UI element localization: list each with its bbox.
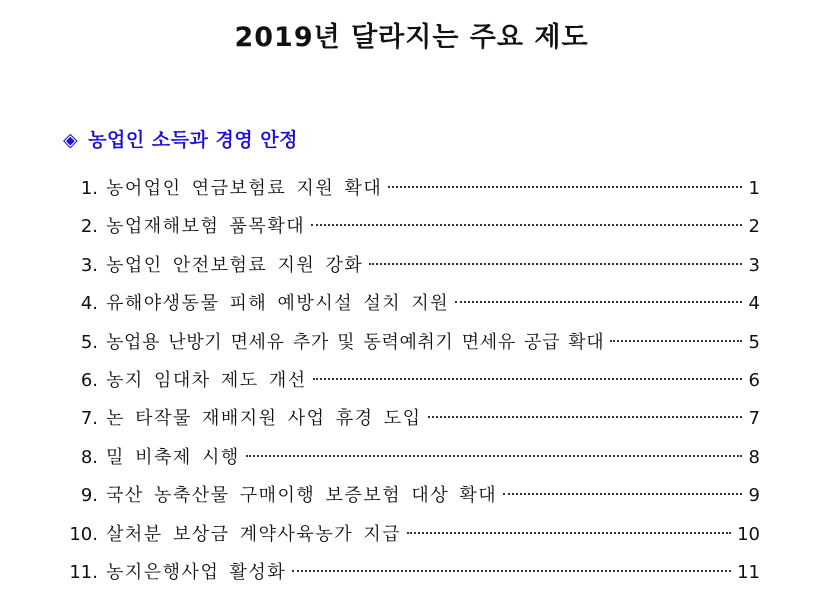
- section-heading: [63, 124, 298, 156]
- toc-item-number: 6.: [80, 369, 98, 391]
- dot-leader: [503, 493, 742, 495]
- toc-item-number: 9.: [80, 485, 98, 507]
- toc-item[interactable]: [60, 400, 760, 438]
- toc-item-label: 농어업인 연금보험료 지원 확대: [106, 178, 383, 199]
- toc-item-number: 10.: [69, 523, 98, 545]
- toc-item-page: 7: [748, 408, 760, 430]
- toc-item-label: 농지은행사업 활성화: [106, 561, 287, 583]
- toc-item-page: 5: [748, 331, 760, 353]
- toc-item-label: 농지 임대차 제도 개선: [106, 369, 307, 391]
- toc-item-page: 3: [748, 254, 760, 276]
- toc-item-number: 4.: [80, 293, 98, 315]
- toc-item[interactable]: [60, 516, 760, 554]
- toc-item-page: 8: [748, 446, 760, 468]
- dot-leader: [407, 532, 731, 534]
- toc-item-label: 농업인 안전보험료 지원 강화: [106, 254, 364, 276]
- toc-item-page: 11: [737, 561, 760, 583]
- dot-leader: [311, 224, 742, 226]
- toc-item-number: 1.: [80, 178, 98, 199]
- dot-leader: [369, 263, 742, 265]
- toc-item-label: 농업재해보험 품목확대: [106, 216, 306, 238]
- dot-leader: [388, 186, 742, 188]
- toc-item[interactable]: [60, 554, 760, 592]
- dot-leader: [455, 301, 742, 303]
- toc-item[interactable]: [60, 170, 760, 208]
- toc-item-number: 3.: [80, 254, 98, 276]
- toc-item-page: 6: [748, 369, 760, 391]
- toc-item-label: 밀 비축제 시행: [106, 446, 240, 468]
- toc-item[interactable]: [60, 285, 760, 323]
- dot-leader: [292, 570, 731, 572]
- dot-leader: [313, 378, 742, 380]
- dot-leader: [428, 416, 742, 418]
- dot-leader: [610, 340, 742, 342]
- toc-item-number: 5.: [80, 331, 98, 353]
- toc-item[interactable]: [60, 324, 760, 362]
- toc-item[interactable]: [60, 477, 760, 515]
- toc-item[interactable]: [60, 439, 760, 477]
- toc-item-page: 9: [748, 485, 760, 507]
- toc-item-page: 2: [748, 216, 760, 238]
- toc-item[interactable]: [60, 247, 760, 285]
- toc-item-number: 8.: [80, 446, 98, 468]
- dot-leader: [246, 455, 742, 457]
- table-of-contents: [60, 170, 760, 592]
- toc-item-label: 국산 농축산물 구매이행 보증보험 대상 확대: [106, 485, 498, 507]
- toc-item-page: 10: [737, 523, 760, 545]
- toc-item[interactable]: [60, 208, 760, 246]
- toc-item-label: 살처분 보상금 계약사육농가 지급: [106, 523, 402, 545]
- section-heading-text: 농업인 소득과 경영 안정: [88, 129, 299, 151]
- toc-item-label: 유해야생동물 피해 예방시설 설치 지원: [106, 293, 450, 315]
- toc-item-number: 2.: [80, 216, 98, 238]
- toc-item-number: 7.: [80, 408, 98, 430]
- toc-item-number: 11.: [69, 561, 98, 583]
- diamond-bullet-icon: ◈: [63, 129, 79, 151]
- page-title: 2019년 달라지는 주요 제도: [234, 22, 589, 53]
- toc-item-label: 논 타작물 재배지원 사업 휴경 도입: [106, 408, 422, 430]
- toc-item-label: 농업용 난방기 면세유 추가 및 동력예취기 면세유 공급 확대: [106, 331, 605, 353]
- toc-item[interactable]: [60, 362, 760, 400]
- toc-item-page: 4: [748, 293, 760, 315]
- toc-item-page: 1: [748, 178, 760, 199]
